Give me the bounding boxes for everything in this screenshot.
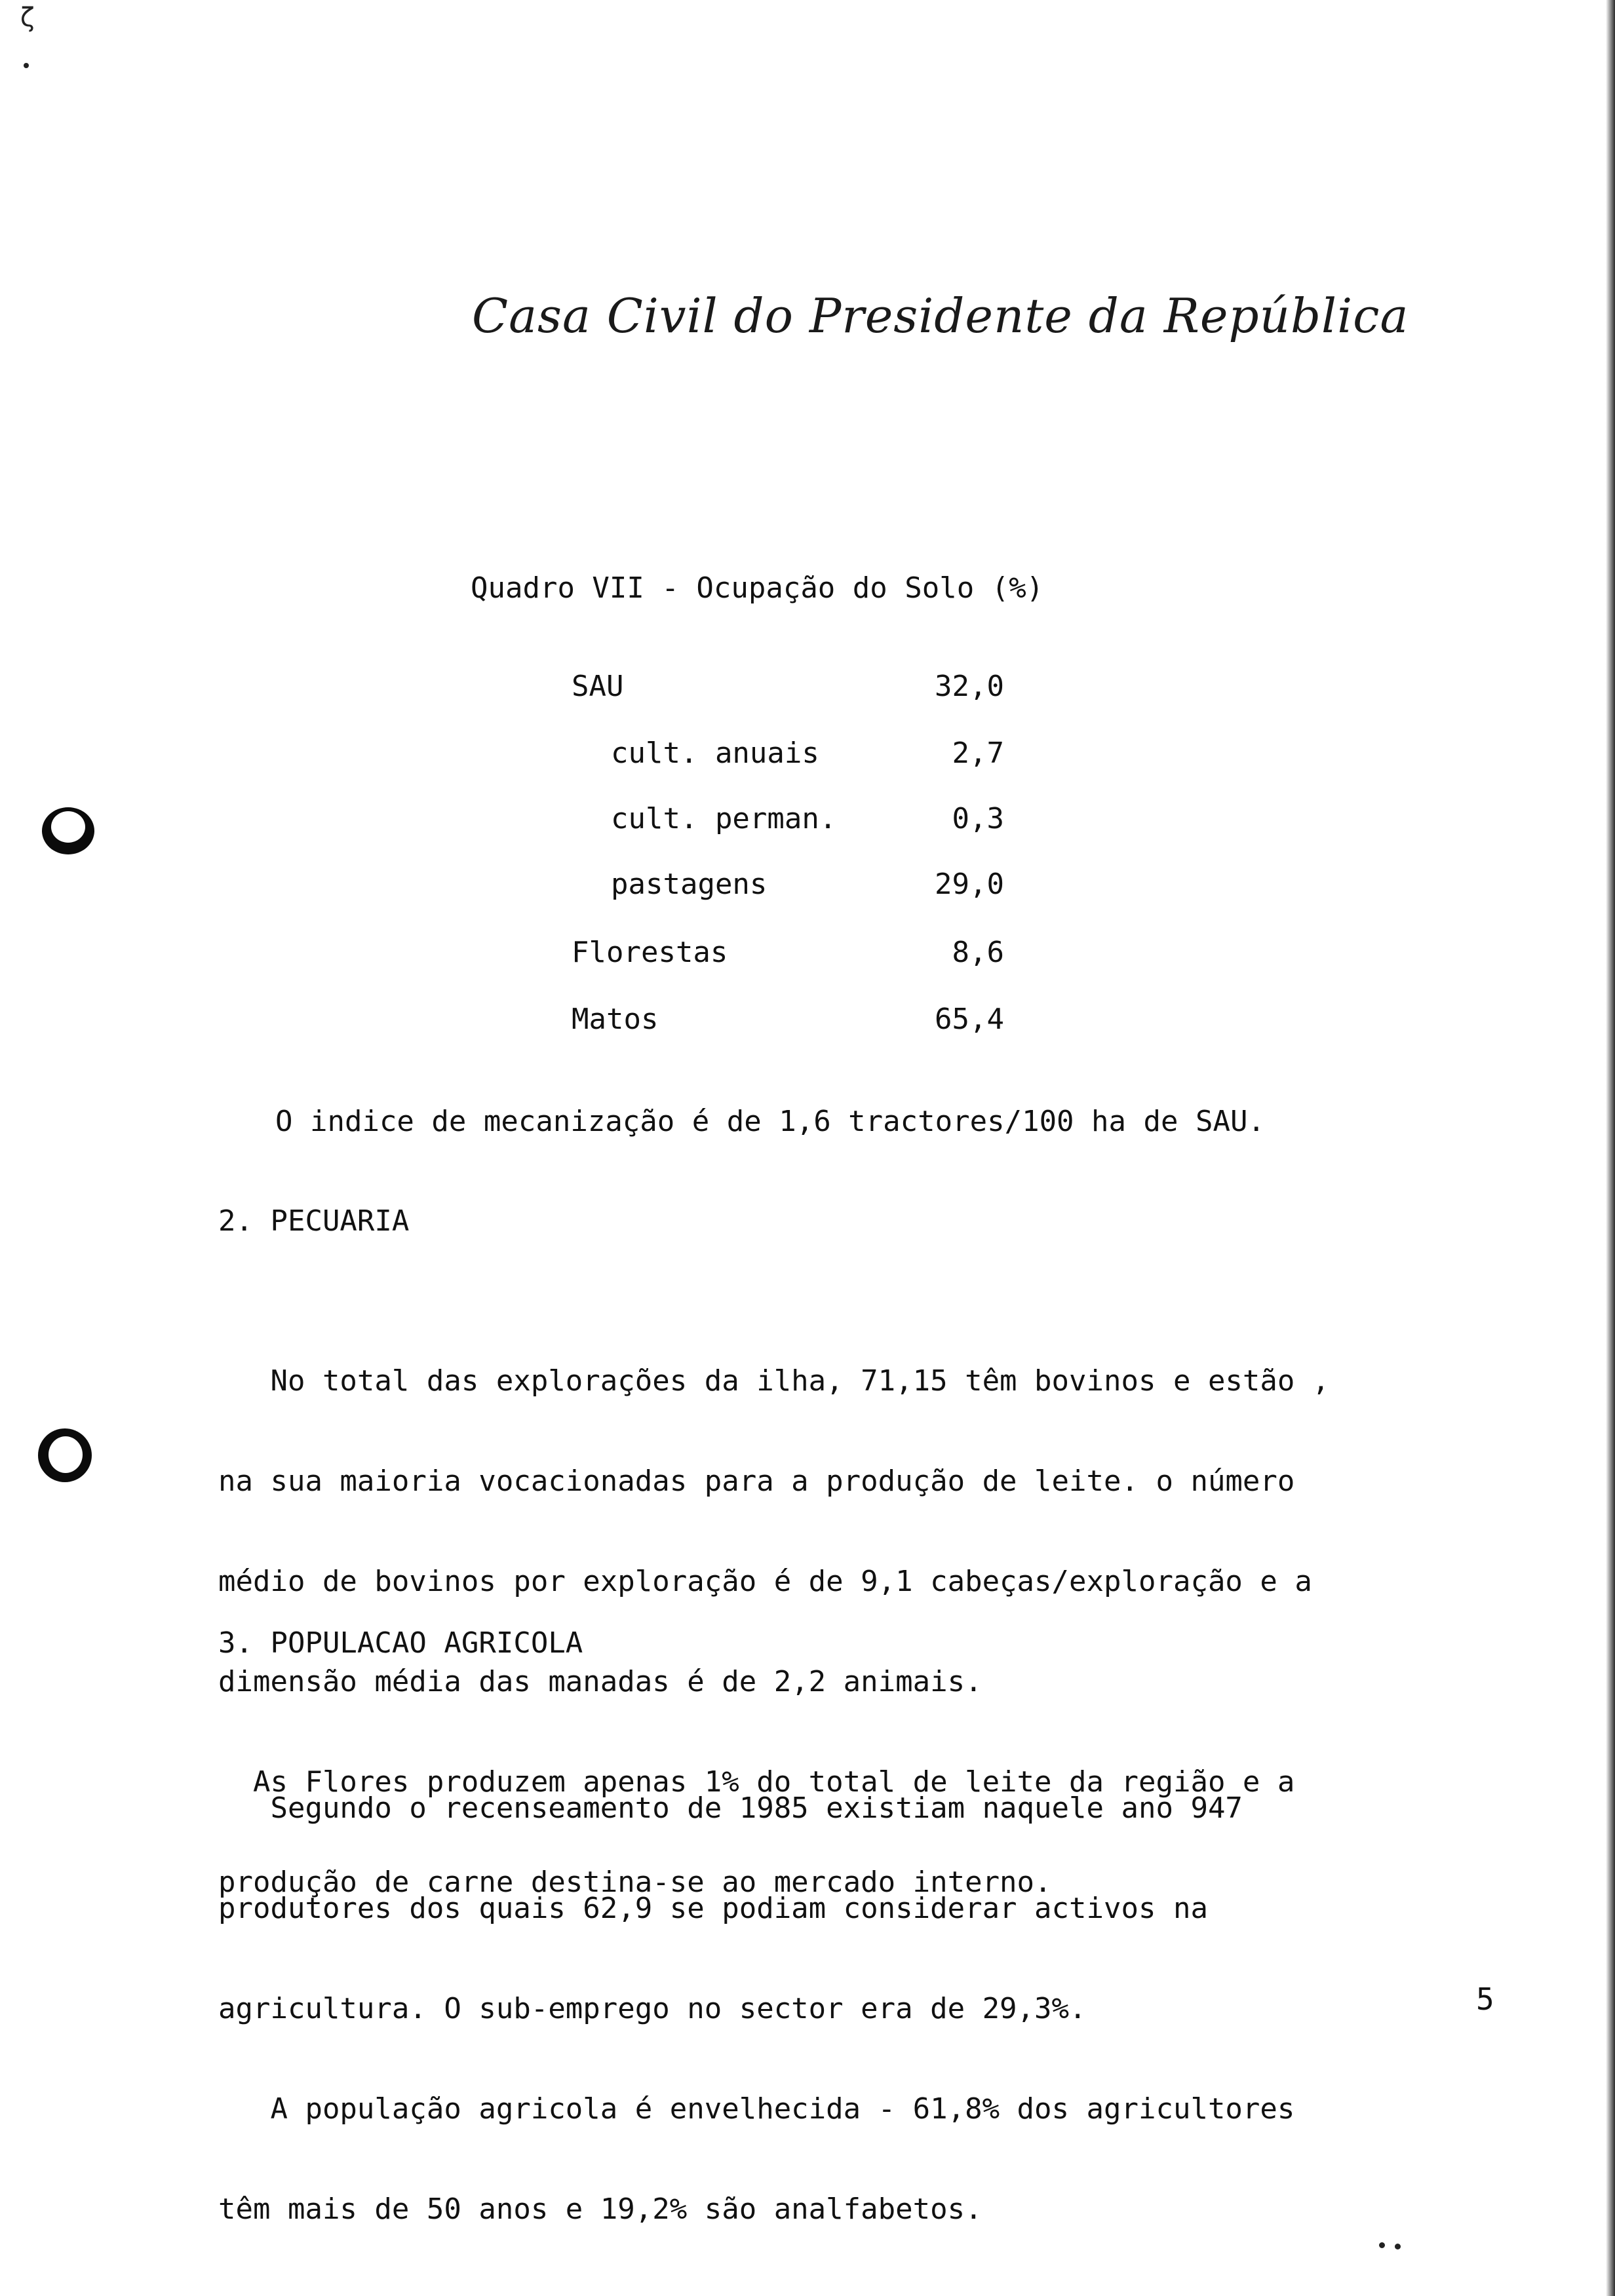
punch-hole-top	[42, 807, 94, 854]
table-title: Quadro VII - Ocupação do Solo (%)	[471, 571, 1044, 605]
text-line: têm mais de 50 anos e 19,2% são analfabetos.	[218, 2192, 983, 2226]
text-line: A população agricola é envelhecida - 61,8% dos agricultores	[218, 2092, 1295, 2126]
text-line: No total das explorações da ilha, 71,15 têm bovinos e estão ,	[218, 1364, 1330, 1398]
row-label: Florestas	[572, 936, 728, 969]
row-value: 0,3	[952, 802, 1004, 835]
table-row	[611, 802, 1004, 841]
speck	[1379, 2242, 1385, 2248]
punch-hole-bottom	[38, 1428, 92, 1482]
row-value: 65,4	[935, 1003, 1004, 1036]
table-row	[611, 737, 1004, 776]
text-line: dimensão média das manadas é de 2,2 animais.	[218, 1665, 983, 1698]
text-line: produtores dos quais 62,9 se podiam considerar activos na	[218, 1892, 1208, 1925]
margin-mark: ζ	[20, 3, 36, 33]
text-line: na sua maioria vocacionadas para a produção de leite. o número	[218, 1464, 1295, 1498]
row-label: SAU	[572, 670, 624, 703]
text-line: médio de bovinos por exploração é de 9,1 cabeças/exploração e a	[218, 1565, 1312, 1598]
row-label: pastagens	[611, 868, 768, 901]
text-line: produção de carne destina-se ao mercado interno.	[218, 1866, 1052, 1899]
row-label: cult. anuais	[611, 737, 819, 770]
row-label: cult. perman.	[611, 802, 837, 835]
text-line: Segundo o recenseamento de 1985 existiam naquele ano 947	[218, 1791, 1243, 1825]
table-row	[611, 868, 1004, 907]
text-line: As Flores produzem apenas 1% do total de leite da região e a	[218, 1765, 1295, 1799]
speck	[1395, 2244, 1401, 2249]
section-heading-populacao: 3. POPULACAO AGRICOLA	[218, 1626, 583, 1660]
row-value: 32,0	[935, 670, 1004, 703]
page-number: 5	[1476, 1981, 1494, 2017]
row-value: 8,6	[952, 936, 1004, 969]
mechanization-text: O indice de mecanização é de 1,6 tractores/100 ha de SAU.	[275, 1105, 1265, 1138]
section-populacao-text	[218, 1725, 1464, 2293]
margin-dot	[24, 63, 29, 68]
row-label: Matos	[572, 1003, 659, 1036]
text-line: agricultura. O sub-emprego no sector era de 29,3%.	[218, 1992, 1087, 2025]
table-row	[572, 1003, 1004, 1042]
row-value: 29,0	[935, 868, 1004, 901]
table-row	[572, 936, 1004, 975]
row-value: 2,7	[952, 737, 1004, 770]
letterhead: Casa Civil do Presidente da República	[472, 288, 1409, 343]
page-edge-shadow	[1606, 0, 1615, 2296]
table-row	[572, 670, 1004, 709]
section-heading-pecuaria: 2. PECUARIA	[218, 1204, 410, 1238]
